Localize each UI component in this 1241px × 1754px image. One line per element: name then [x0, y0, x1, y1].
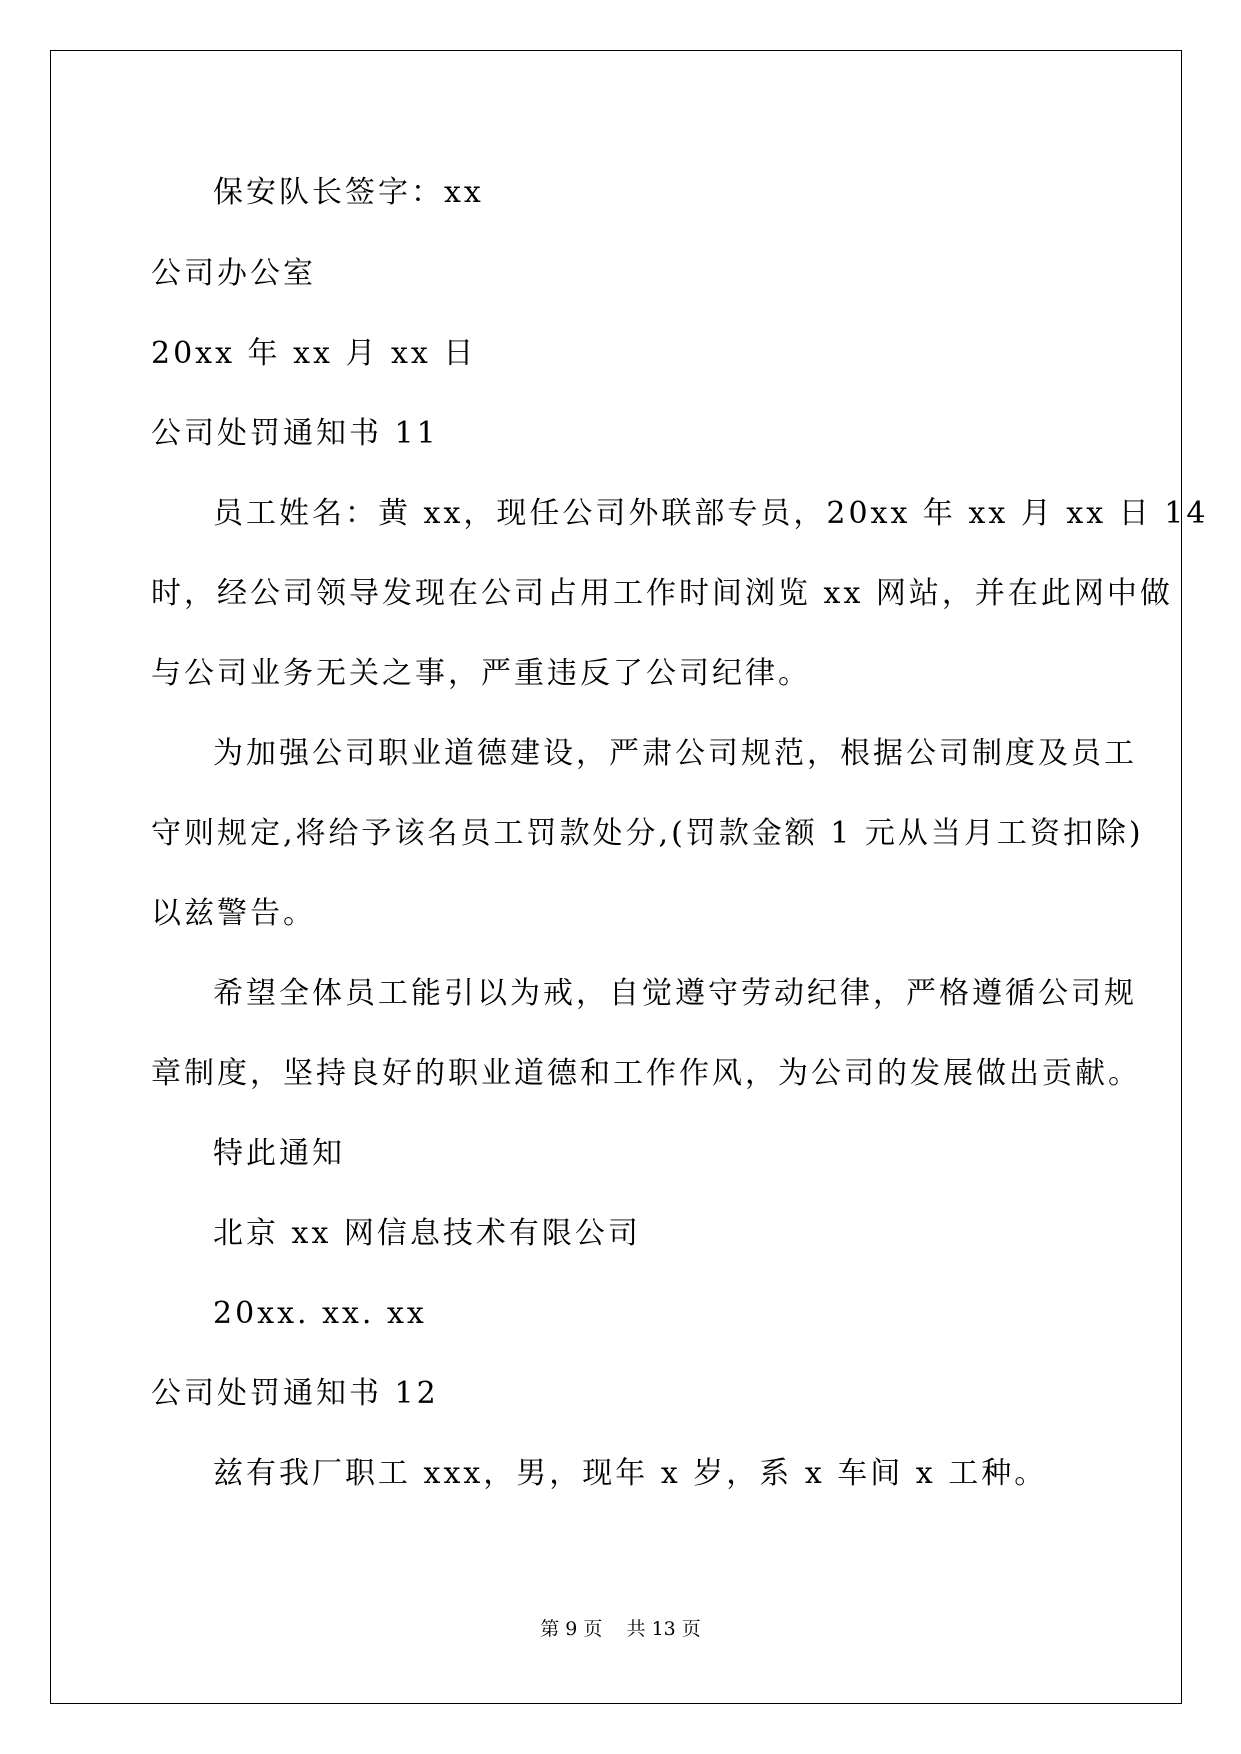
notice-heading-12: 公司处罚通知书 12 [151, 1376, 439, 1411]
paragraph-line: 为加强公司职业道德建设，严肃公司规范，根据公司制度及员工 [213, 736, 1137, 771]
closing-line: 特此通知 [213, 1136, 345, 1171]
paragraph-line: 兹有我厂职工 xxx，男，现年 x 岁，系 x 车间 x 工种。 [213, 1456, 1048, 1491]
paragraph-line: 守则规定,将给予该名员工罚款处分,(罚款金额 1 元从当月工资扣除) [151, 816, 1144, 851]
paragraph-line: 员工姓名：黄 xx，现任公司外联部专员，20xx 年 xx 月 xx 日 14 [213, 496, 1209, 531]
page-number-footer: 第 9 页 共 13 页 [540, 1618, 701, 1640]
date-line: 20xx. xx. xx [213, 1296, 427, 1331]
paragraph-line: 时，经公司领导发现在公司占用工作时间浏览 xx 网站，并在此网中做 [151, 576, 1173, 611]
notice-heading-11: 公司处罚通知书 11 [151, 416, 439, 451]
company-name: 北京 xx 网信息技术有限公司 [213, 1216, 641, 1251]
date-line: 20xx 年 xx 月 xx 日 [151, 336, 477, 371]
signature-line: 保安队长签字：xx [213, 175, 484, 210]
paragraph-line: 章制度，坚持良好的职业道德和工作作风，为公司的发展做出贡献。 [151, 1056, 1141, 1091]
paragraph-line: 以兹警告。 [151, 896, 316, 931]
office-name: 公司办公室 [151, 256, 316, 291]
paragraph-line: 希望全体员工能引以为戒，自觉遵守劳动纪律，严格遵循公司规 [213, 976, 1137, 1011]
paragraph-line: 与公司业务无关之事，严重违反了公司纪律。 [151, 656, 811, 691]
